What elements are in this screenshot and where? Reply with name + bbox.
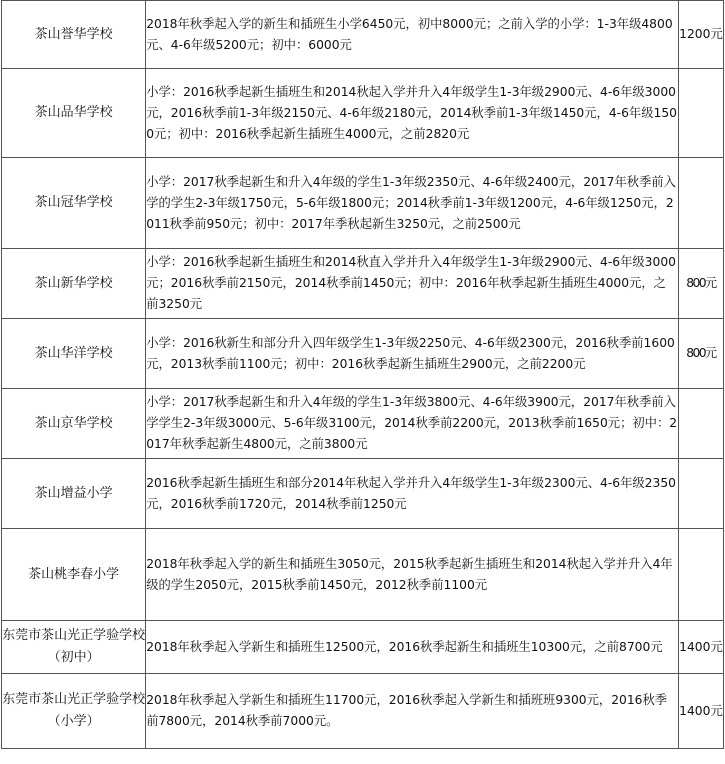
fee-description: 小学：2017秋季起新生和升入4年级的学生1-3年级2350元、4-6年级2400元，2017年秋季前入学的学生2-3年级1750元，5-6年级1800元；2014秋季前1-3年级1200元，4-6年级1250元，2011秋季前950元；初中：2017年季秋起新生3250元，之前2500元 [146, 158, 679, 249]
school-name: 茶山誉华学校 [2, 1, 146, 69]
table-row [2, 158, 724, 249]
table-row [2, 674, 724, 749]
fee-description: 2018年秋季起入学新生和插班生11700元，2016秋季起入学新生和插班班9300元，2016秋季前7800元，2014秋季前7000元。 [146, 674, 679, 749]
table-row [2, 69, 724, 158]
fee-description: 小学：2017秋季起新生和升入4年级的学生1-3年级3800元、4-6年级3900元，2017年秋季前入学学生2-3年级3000元、5-6年级3100元，2014秋季前2200元，2013秋季前1650元；初中：2017年秋季起新生4800元，之前3800元 [146, 389, 679, 459]
fee-description: 2018年秋季起入学的新生和插班生小学6450元，初中8000元；之前入学的小学：1-3年级4800元、4-6年级5200元；初中：6000元 [146, 1, 679, 69]
table-row [2, 319, 724, 389]
fee-amount [678, 69, 723, 158]
fee-description: 小学：2016秋季起新生插班生和2014秋直入学并升入4年级学生1-3年级2900元、4-6年级3000元；2016秋季前2150元，2014秋季前1450元；初中：2016年秋季起新生插班生4000元，之前3250元 [146, 249, 679, 319]
fee-description: 2018年秋季起入学的新生和插班生3050元，2015秋季起新生插班生和2014秋起入学并升入4年级的学生2050元，2015秋季前1450元，2012秋季前1100元 [146, 529, 679, 621]
fee-description: 小学：2016秋季起新生插班生和2014秋起入学并升入4年级学生1-3年级2900元、4-6年级3000元，2016秋季前1-3年级2150元、4-6年级2180元，2014秋季前1-3年级1450元，4-6年级1500元；初中：2016秋季起新生插班生4000元，之前2820元 [146, 69, 679, 158]
table-row [2, 389, 724, 459]
fee-description: 2018年秋季起入学新生和插班生12500元，2016秋季起新生和插班生10300元，之前8700元 [146, 621, 679, 674]
fee-amount [678, 529, 723, 621]
school-name: 茶山品华学校 [2, 69, 146, 158]
fee-description: 小学：2016秋新生和部分升入四年级学生1-3年级2250元、4-6年级2300元，2016秋季前1600元，2013秋季前1100元；初中：2016秋季起新生插班生2900元，之前2200元 [146, 319, 679, 389]
fee-description: 2016秋季起新生插班生和部分2014年秋起入学并升入4年级学生1-3年级2300元、4-6年级2350元，2016秋季前1720元，2014秋季前1250元 [146, 459, 679, 529]
fee-amount: 800元 [678, 319, 723, 389]
school-name: 茶山华洋学校 [2, 319, 146, 389]
fee-amount [678, 389, 723, 459]
table-row [2, 1, 724, 69]
school-name: 茶山冠华学校 [2, 158, 146, 249]
fee-amount [678, 158, 723, 249]
fee-table [1, 0, 724, 749]
table-row [2, 249, 724, 319]
fee-amount: 800元 [678, 249, 723, 319]
fee-amount: 1200元 [678, 1, 723, 69]
school-name: 东莞市茶山光正学验学校（小学） [2, 674, 146, 749]
school-name: 茶山新华学校 [2, 249, 146, 319]
fee-amount [678, 459, 723, 529]
school-name: 茶山桃李春小学 [2, 529, 146, 621]
table-row [2, 459, 724, 529]
school-name: 茶山京华学校 [2, 389, 146, 459]
school-name: 茶山增益小学 [2, 459, 146, 529]
table-row [2, 529, 724, 621]
fee-amount: 1400元 [678, 674, 723, 749]
school-name: 东莞市茶山光正学验学校（初中） [2, 621, 146, 674]
table-row [2, 621, 724, 674]
fee-amount: 1400元 [678, 621, 723, 674]
